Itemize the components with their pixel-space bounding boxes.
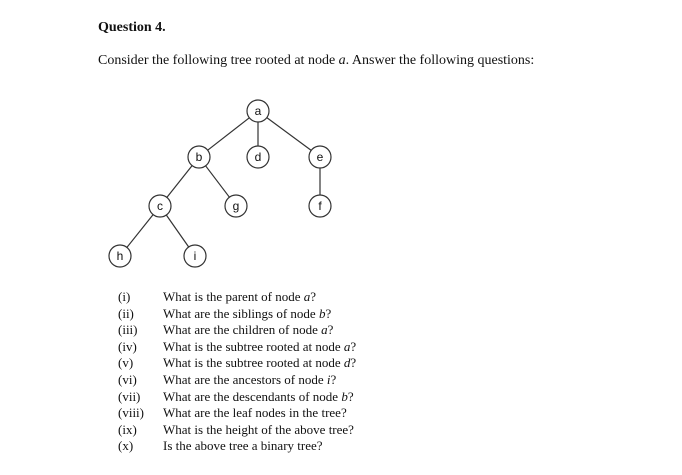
question-number: (x) bbox=[118, 438, 134, 454]
tree-edge-b-c bbox=[167, 166, 192, 198]
question-number: (v) bbox=[118, 355, 134, 371]
question-text: What is the parent of node a? bbox=[163, 289, 317, 304]
question-row bbox=[118, 372, 356, 389]
intro-text-after: . Answer the following questions: bbox=[345, 53, 535, 68]
tree-edge-b-g bbox=[206, 166, 230, 197]
tree-node-a bbox=[247, 100, 269, 122]
tree-edge-a-b bbox=[208, 118, 250, 150]
question-number: (vii) bbox=[118, 388, 141, 404]
question-text: Is the above tree a binary tree? bbox=[163, 438, 323, 454]
tree-node-i bbox=[184, 245, 206, 267]
tree-node-c bbox=[149, 195, 171, 217]
question-text: What are the children of node a? bbox=[163, 322, 334, 338]
question-text: What are the leaf nodes in the tree? bbox=[163, 405, 347, 421]
tree-node-label: b bbox=[195, 150, 203, 164]
question-number: (i) bbox=[118, 289, 131, 304]
question-text: What are the siblings of node b? bbox=[163, 305, 332, 321]
tree-node-h bbox=[109, 245, 131, 267]
tree-node-label: a bbox=[254, 104, 262, 118]
question-row bbox=[118, 438, 356, 455]
tree-edge-c-i bbox=[166, 215, 188, 247]
question-row bbox=[118, 289, 356, 306]
tree-node-d bbox=[247, 146, 269, 168]
question-text: What is the height of the above tree? bbox=[163, 421, 354, 437]
question-number: (ii) bbox=[118, 305, 134, 321]
tree-edge-c-h bbox=[127, 215, 153, 248]
question-number: (viii) bbox=[118, 405, 144, 421]
tree-node-f bbox=[309, 195, 331, 217]
question-number: (iii) bbox=[118, 322, 138, 338]
question-row bbox=[118, 355, 356, 372]
question-number: (iv) bbox=[118, 338, 137, 354]
tree-node-label: d bbox=[254, 150, 262, 164]
question-number: (ix) bbox=[118, 421, 137, 437]
tree-node-b bbox=[188, 146, 210, 168]
question-heading: Question 4. bbox=[98, 20, 166, 35]
tree-node-label: c bbox=[157, 199, 163, 213]
question-text: What is the subtree rooted at node d? bbox=[163, 355, 357, 371]
question-text: What are the descendants of node b? bbox=[163, 388, 354, 404]
question-row bbox=[118, 405, 356, 422]
tree-node-label: e bbox=[316, 150, 324, 164]
tree-node-label: f bbox=[318, 199, 322, 213]
question-row bbox=[118, 306, 356, 323]
tree-node-g bbox=[225, 195, 247, 217]
tree-edge-a-e bbox=[267, 118, 311, 151]
question-row bbox=[118, 422, 356, 439]
tree-node-label: h bbox=[116, 249, 124, 263]
question-row bbox=[118, 389, 356, 406]
question-list bbox=[118, 289, 356, 455]
question-number: (vi) bbox=[118, 371, 137, 387]
question-text: What is the subtree rooted at node a? bbox=[163, 338, 357, 354]
intro-root-variable: a bbox=[338, 53, 346, 68]
tree-node-e bbox=[309, 146, 331, 168]
question-row bbox=[118, 339, 356, 356]
question-text: What are the ancestors of node i? bbox=[163, 371, 337, 387]
intro-text-before: Consider the following tree rooted at node bbox=[98, 53, 339, 68]
question-row bbox=[118, 322, 356, 339]
tree-node-label: g bbox=[232, 199, 240, 213]
tree-node-label: i bbox=[193, 249, 197, 263]
